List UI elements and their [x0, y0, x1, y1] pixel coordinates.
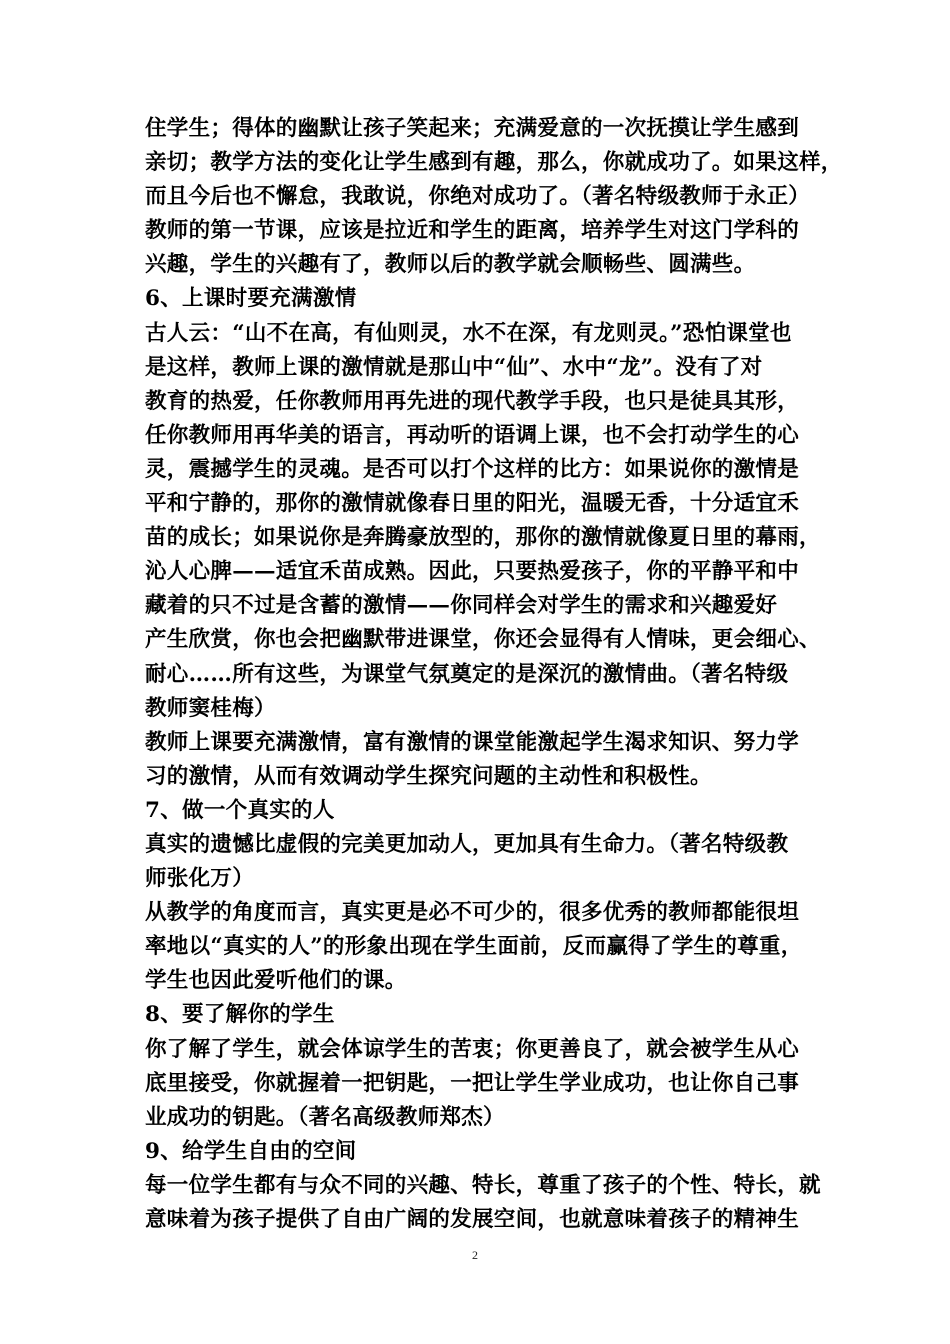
text-line: 学生也因此爱听他们的课。	[145, 968, 407, 994]
text-line: 师张化万）	[145, 866, 255, 892]
text-line: 教师上课要充满激情，富有激情的课堂能激起学生渴求知识、努力学	[145, 729, 800, 755]
text-line: 亲切；教学方法的变化让学生感到有趣，那么，你就成功了。如果这样，	[145, 150, 843, 176]
text-line: 真实的遗憾比虚假的完美更加动人，更加具有生命力。（著名特级教	[145, 831, 789, 857]
section-heading-7: 7、做一个真实的人	[145, 797, 335, 823]
page-number: 2	[472, 1248, 478, 1262]
document-body	[145, 112, 843, 1237]
text-line: 教师的第一节课，应该是拉近和学生的距离，培养学生对这门学科的	[145, 218, 800, 244]
text-line: 产生欣赏，你也会把幽默带进课堂，你还会显得有人情味，更会细心、	[145, 627, 821, 653]
section-heading-6: 6、上课时要充满激情	[145, 286, 357, 312]
text-line: 住学生；得体的幽默让孩子笑起来；充满爱意的一次抚摸让学生感到	[145, 116, 800, 141]
text-line: 你了解了学生，就会体谅学生的苦衷；你更善良了，就会被学生从心	[145, 1036, 800, 1062]
text-line: 教师窦桂梅）	[145, 695, 276, 721]
text-line: 业成功的钥匙。（著名高级教师郑杰）	[145, 1104, 505, 1130]
text-line: 沁人心脾——适宜禾苗成熟。因此，只要热爱孩子，你的平静平和中	[145, 559, 800, 585]
text-line: 教育的热爱，任你教师用再先进的现代教学手段，也只是徒具其形，	[145, 388, 800, 414]
text-line: 古人云：“山不在高，有仙则灵，水不在深，有龙则灵。”恐怕课堂也	[145, 320, 792, 346]
text-line: 率地以“真实的人”的形象出现在学生面前，反而赢得了学生的尊重，	[145, 934, 803, 960]
section-heading-9: 9、给学生自由的空间	[145, 1138, 357, 1164]
text-line: 习的激情，从而有效调动学生探究问题的主动性和积极性。	[145, 763, 712, 789]
text-line: 平和宁静的，那你的激情就像春日里的阳光，温暖无香，十分适宜禾	[145, 491, 800, 517]
text-line: 灵，震撼学生的灵魂。是否可以打个这样的比方：如果说你的激情是	[145, 456, 800, 482]
text-line: 耐心……所有这些，为课堂气氛奠定的是深沉的激情曲。（著名特级	[145, 661, 789, 687]
text-line: 每一位学生都有与众不同的兴趣、特长，尊重了孩子的个性、特长，就	[145, 1172, 821, 1198]
text-line: 任你教师用再华美的语言，再动听的语调上课，也不会打动学生的心	[145, 422, 800, 448]
text-line: 底里接受，你就握着一把钥匙，一把让学生学业成功，也让你自己事	[145, 1070, 800, 1096]
text-line: 兴趣，学生的兴趣有了，教师以后的教学就会顺畅些、圆满些。	[145, 252, 756, 278]
text-line: 藏着的只不过是含蓄的激情——你同样会对学生的需求和兴趣爱好	[145, 593, 778, 619]
text-line: 而且今后也不懈怠，我敢说，你绝对成功了。（著名特级教师于永正）	[145, 184, 811, 210]
text-line: 从教学的角度而言，真实更是必不可少的，很多优秀的教师都能很坦	[145, 900, 800, 926]
section-heading-8: 8、要了解你的学生	[145, 1002, 335, 1028]
text-line: 是这样，教师上课的激情就是那山中“仙”、水中“龙”。没有了对	[145, 354, 763, 380]
text-line: 苗的成长；如果说你是奔腾豪放型的，那你的激情就像夏日里的幕雨，	[145, 525, 821, 551]
text-line: 意味着为孩子提供了自由广阔的发展空间，也就意味着孩子的精神生	[145, 1207, 800, 1232]
